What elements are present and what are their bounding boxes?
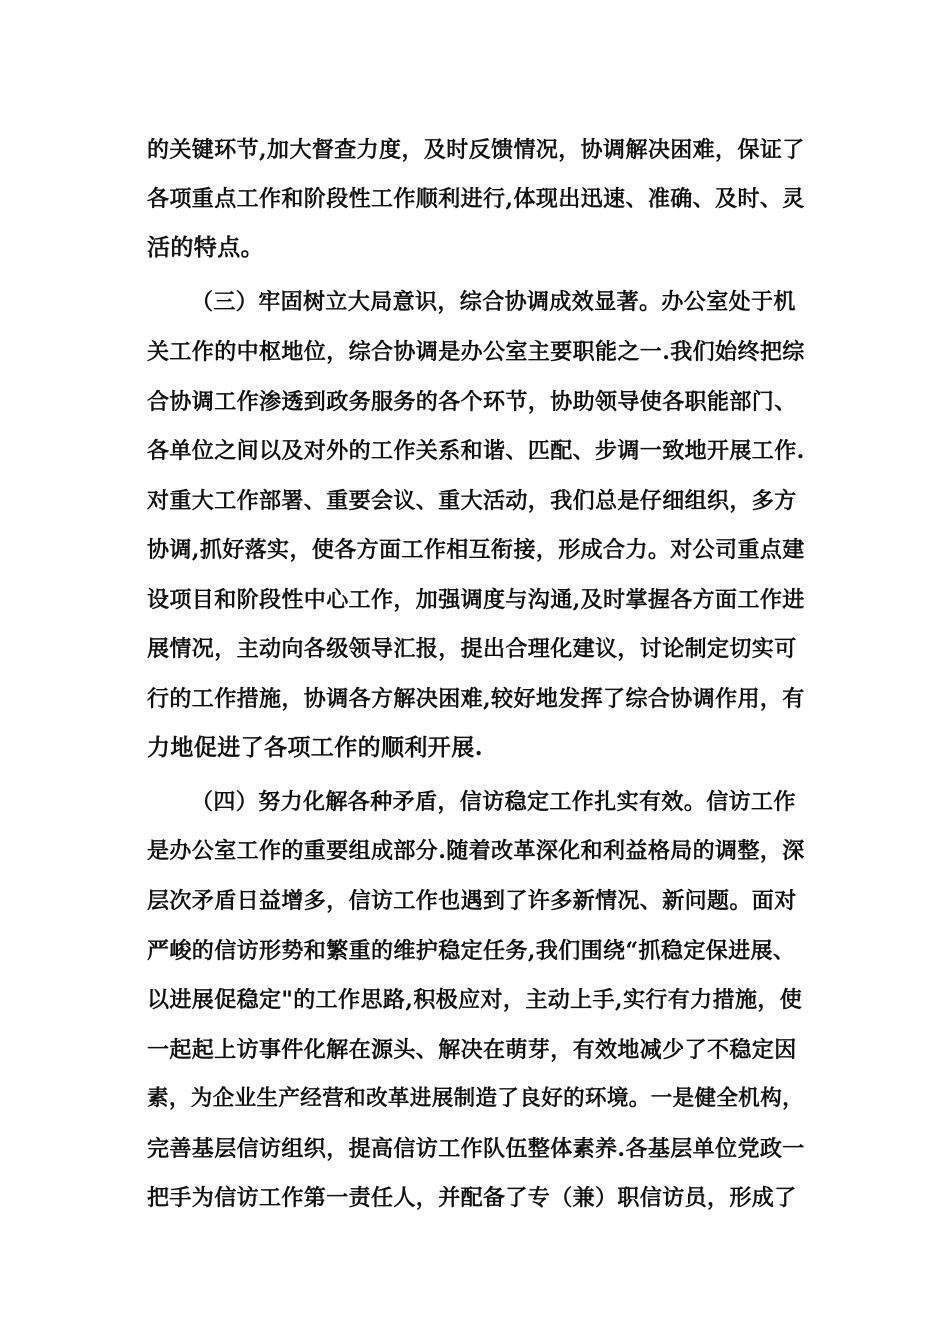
- text-line-15: 是办公室工作的重要组成部分.随着改革深化和利益格局的调整，深: [147, 838, 805, 864]
- text-line-22: 把手为信访工作第一责任人，并配备了专（兼）职信访员，形成了: [147, 1185, 797, 1211]
- text-line-17: 严峻的信访形势和繁重的维护稳定任务,我们围绕“抓稳定保进展、: [147, 938, 796, 964]
- text-line-1: 的关键环节,加大督查力度，及时反馈情况，协调解决困难，保证了: [147, 137, 805, 163]
- text-line-3: 活的特点。: [147, 234, 264, 261]
- text-line-10: 设项目和阶段性中心工作，加强调度与沟通,及时掌握各方面工作进: [147, 587, 805, 613]
- text-line-8: 对重大工作部署、重要会议、重大活动，我们总是仔细组织，多方: [147, 488, 797, 514]
- text-line-18: 以进展促稳定"的工作思路,积极应对，主动上手,实行有力措施，使: [147, 987, 803, 1013]
- section-heading-three: （三）牢固树立大局意识，综合协调成效显著。办公室处于机: [191, 289, 796, 315]
- text-line-2: 各项重点工作和阶段性工作顺利进行,体现出迅速、准确、及时、灵: [147, 186, 805, 212]
- text-line-16: 层次矛盾日益增多，信访工作也遇到了许多新情况、新问题。面对: [147, 888, 797, 914]
- text-line-7: 各单位之间以及对外的工作关系和谐、匹配、步调一致地开展工作.: [147, 438, 805, 464]
- text-line-19: 一起起上访事件化解在源头、解决在萌芽，有效地减少了不稳定因: [147, 1037, 797, 1063]
- text-line-13: 力地促进了各项工作的顺利开展.: [147, 734, 484, 761]
- text-line-11: 展情况，主动向各级领导汇报，提出合理化建议，讨论制定切实可: [147, 636, 797, 662]
- text-line-21: 完善基层信访组织，提高信访工作队伍整体素养.各基层单位党政一: [147, 1136, 805, 1162]
- text-line-6: 合协调工作渗透到政务服务的各个环节，协助领导使各职能部门、: [147, 389, 797, 415]
- text-line-12: 行的工作措施，协调各方解决困难,较好地发挥了综合协调作用，有: [147, 686, 805, 712]
- text-line-9: 协调,抓好落实，使各方面工作相互衔接，形成合力。对公司重点建: [147, 537, 805, 563]
- text-line-20: 素，为企业生产经营和改革进展制造了良好的环境。一是健全机构，: [147, 1086, 805, 1111]
- text-line-5: 关工作的中枢地位，综合协调是办公室主要职能之一.我们始终把综: [147, 339, 805, 365]
- section-heading-four: （四）努力化解各种矛盾，信访稳定工作扎实有效。信访工作: [191, 789, 796, 815]
